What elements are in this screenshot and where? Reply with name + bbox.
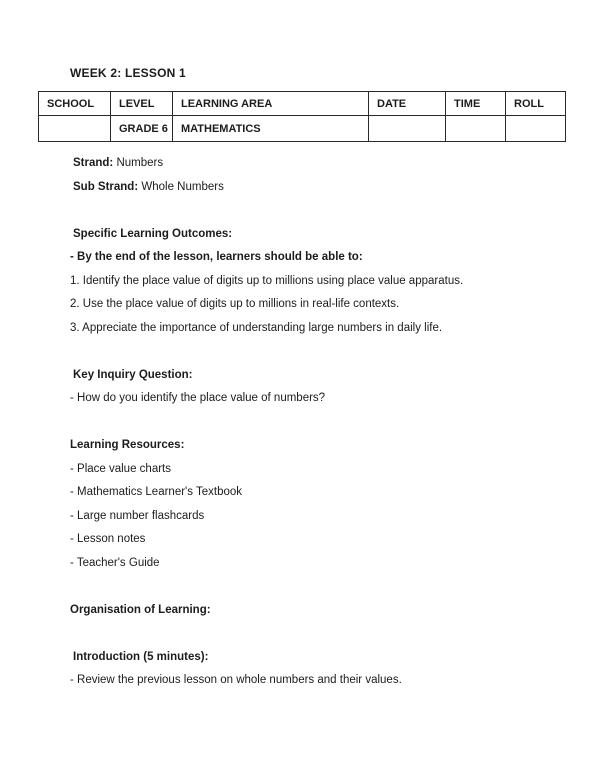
outcome-item-3: 3. Appreciate the importance of understanding large numbers in daily life. [70,321,443,334]
document-title: WEEK 2: LESSON 1 [70,66,186,80]
sub-strand-label: Sub Strand: [73,180,139,193]
resource-item-5: - Teacher's Guide [70,556,160,569]
resources-heading: Learning Resources: [70,439,185,451]
strand-label: Strand: [73,157,114,169]
lesson-info-table [38,91,566,142]
cell-time [446,116,506,142]
introduction-item: - Review the previous lesson on whole numbers and their values. [70,674,402,686]
cell-date [369,116,446,142]
cell-roll [506,116,566,142]
column-header-roll: ROLL [506,92,566,116]
table-header-row [39,92,566,116]
resource-item-3: - Large number flashcards [70,509,205,522]
outcome-item-1: 1. Identify the place value of digits up to millions using place value apparatus. [70,274,464,287]
strand-line [70,152,600,176]
column-header-date: DATE [369,92,446,116]
outcomes-heading: Specific Learning Outcomes: [73,227,233,240]
column-header-school: SCHOOL [39,92,111,116]
outcome-item-2: 2. Use the place value of digits up to millions in real-life contexts. [70,298,400,310]
inquiry-heading: Key Inquiry Question: [73,368,193,381]
sub-strand-line [70,176,600,200]
resource-item-4: - Lesson notes [70,533,146,545]
inquiry-question: - How do you identify the place value of numbers? [70,392,326,404]
column-header-time: TIME [446,92,506,116]
column-header-level: LEVEL [111,92,173,116]
introduction-heading: Introduction (5 minutes): [73,650,209,663]
resource-item-2: - Mathematics Learner's Textbook [70,486,243,498]
table-value-row [39,116,566,142]
column-header-learning-area: LEARNING AREA [173,92,369,116]
cell-learning-area: MATHEMATICS [173,116,369,142]
cell-school [39,116,111,142]
cell-level: GRADE 6 [111,116,173,142]
organisation-heading: Organisation of Learning: [70,603,211,616]
sub-strand-value: Whole Numbers [141,180,224,193]
strand-value: Numbers [116,157,164,169]
outcomes-intro: - By the end of the lesson, learners should be able to: [70,251,363,263]
document-body [0,152,600,693]
resource-item-1: - Place value charts [70,462,171,475]
